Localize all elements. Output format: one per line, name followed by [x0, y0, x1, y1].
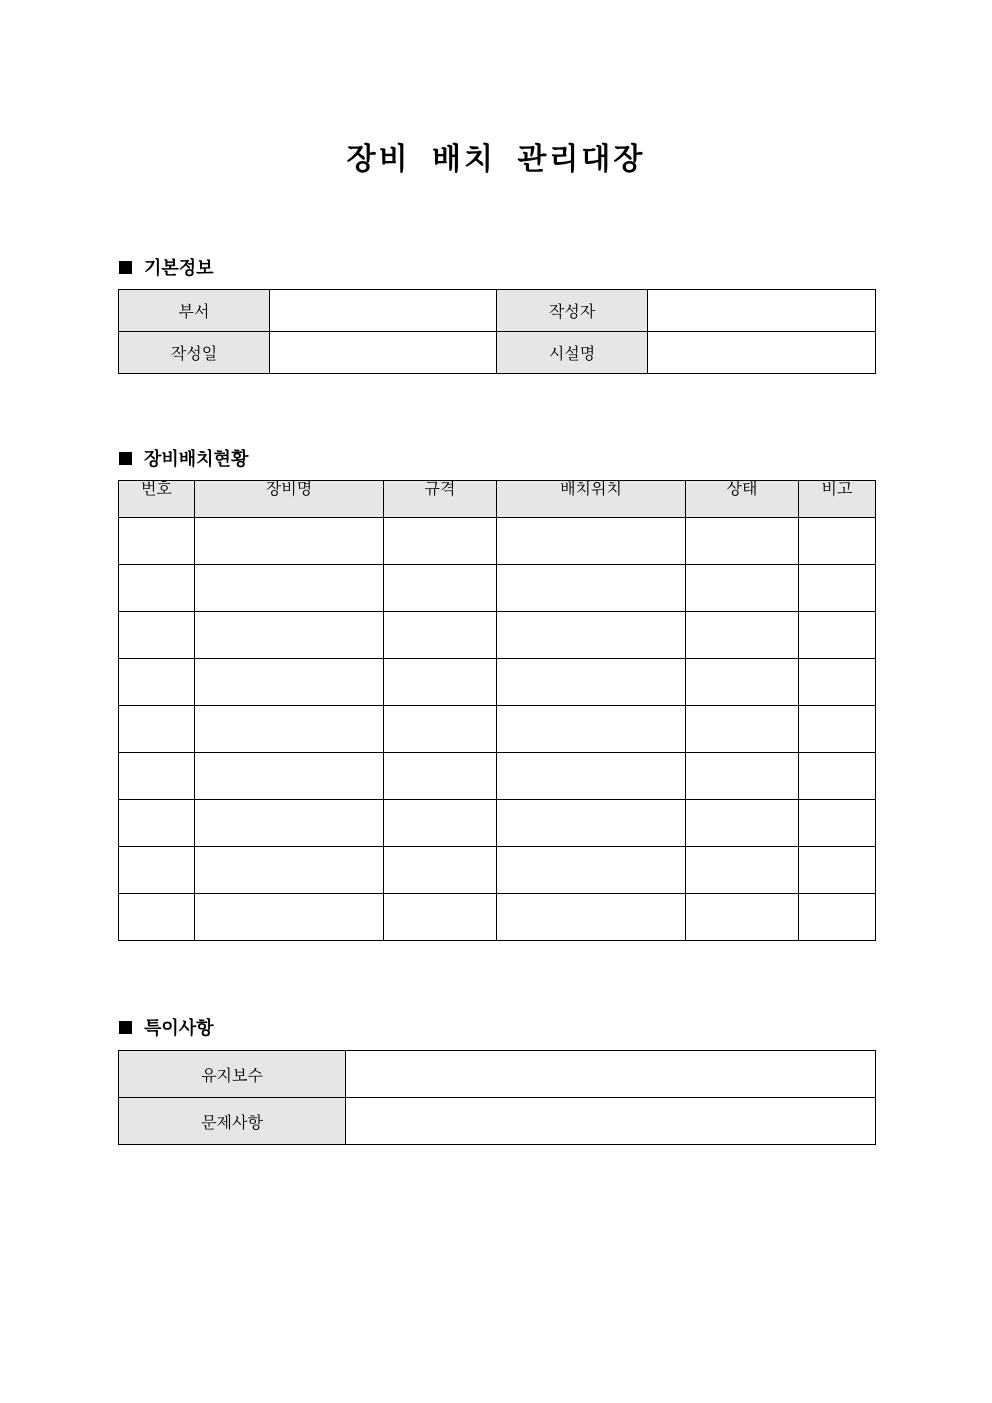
- author-label: 작성자: [497, 290, 648, 332]
- table-row: [119, 332, 876, 374]
- issues-field[interactable]: [346, 1098, 876, 1145]
- table-cell[interactable]: [799, 612, 876, 659]
- table-cell[interactable]: [497, 659, 686, 706]
- table-cell[interactable]: [686, 659, 799, 706]
- table-cell[interactable]: [497, 894, 686, 941]
- table-cell[interactable]: [497, 800, 686, 847]
- issues-label: 문제사항: [119, 1098, 346, 1145]
- table-cell[interactable]: [119, 659, 195, 706]
- table-row: [119, 612, 876, 659]
- column-header-spec: 규격: [384, 481, 497, 518]
- table-cell[interactable]: [497, 847, 686, 894]
- table-cell[interactable]: [384, 847, 497, 894]
- equipment-table: [118, 480, 876, 941]
- remarks-heading: [119, 1014, 214, 1040]
- column-header-status: 상태: [686, 481, 799, 518]
- author-field[interactable]: [648, 290, 876, 332]
- table-cell[interactable]: [384, 565, 497, 612]
- table-cell[interactable]: [799, 847, 876, 894]
- table-cell[interactable]: [497, 612, 686, 659]
- basic-info-heading: [119, 254, 214, 280]
- table-cell[interactable]: [195, 706, 384, 753]
- table-row: [119, 847, 876, 894]
- column-header-equipment-name: 장비명: [195, 481, 384, 518]
- table-cell[interactable]: [195, 753, 384, 800]
- page-title: 장비 배치 관리대장: [346, 142, 646, 177]
- table-cell[interactable]: [686, 518, 799, 565]
- table-cell[interactable]: [119, 753, 195, 800]
- table-cell[interactable]: [497, 753, 686, 800]
- column-header-note: 비고: [799, 481, 876, 518]
- table-cell[interactable]: [195, 565, 384, 612]
- table-cell[interactable]: [686, 894, 799, 941]
- maintenance-label: 유지보수: [119, 1051, 346, 1098]
- table-cell[interactable]: [686, 565, 799, 612]
- table-row: [119, 894, 876, 941]
- table-cell[interactable]: [195, 612, 384, 659]
- table-cell[interactable]: [384, 753, 497, 800]
- table-header-row: [119, 481, 876, 518]
- table-row: [119, 565, 876, 612]
- table-row: [119, 290, 876, 332]
- facility-label: 시설명: [497, 332, 648, 374]
- table-cell[interactable]: [195, 847, 384, 894]
- table-cell[interactable]: [195, 518, 384, 565]
- table-row: [119, 706, 876, 753]
- table-cell[interactable]: [384, 894, 497, 941]
- table-cell[interactable]: [799, 659, 876, 706]
- maintenance-field[interactable]: [346, 1051, 876, 1098]
- table-cell[interactable]: [799, 894, 876, 941]
- table-cell[interactable]: [497, 565, 686, 612]
- table-cell[interactable]: [119, 706, 195, 753]
- date-field[interactable]: [270, 332, 497, 374]
- table-cell[interactable]: [195, 894, 384, 941]
- table-row: [119, 800, 876, 847]
- table-cell[interactable]: [119, 612, 195, 659]
- table-cell[interactable]: [384, 518, 497, 565]
- square-bullet-icon: [119, 452, 132, 465]
- table-cell[interactable]: [799, 518, 876, 565]
- table-cell[interactable]: [384, 612, 497, 659]
- basic-info-heading-text: 기본정보: [144, 258, 214, 279]
- table-row: [119, 659, 876, 706]
- table-cell[interactable]: [195, 800, 384, 847]
- column-header-location: 배치위치: [497, 481, 686, 518]
- table-cell[interactable]: [119, 847, 195, 894]
- table-cell[interactable]: [686, 800, 799, 847]
- table-cell[interactable]: [799, 565, 876, 612]
- square-bullet-icon: [119, 1021, 132, 1034]
- table-cell[interactable]: [119, 565, 195, 612]
- date-label: 작성일: [119, 332, 270, 374]
- table-row: [119, 1051, 876, 1098]
- department-field[interactable]: [270, 290, 497, 332]
- table-cell[interactable]: [686, 706, 799, 753]
- table-row: [119, 518, 876, 565]
- remarks-heading-text: 특이사항: [144, 1018, 214, 1039]
- table-cell[interactable]: [686, 753, 799, 800]
- table-cell[interactable]: [119, 800, 195, 847]
- table-cell[interactable]: [686, 612, 799, 659]
- table-row: [119, 753, 876, 800]
- table-cell[interactable]: [119, 518, 195, 565]
- table-cell[interactable]: [384, 659, 497, 706]
- table-cell[interactable]: [497, 706, 686, 753]
- remarks-table: [118, 1050, 876, 1145]
- table-cell[interactable]: [799, 753, 876, 800]
- table-cell[interactable]: [195, 659, 384, 706]
- column-header-number: 번호: [119, 481, 195, 518]
- table-cell[interactable]: [799, 706, 876, 753]
- table-cell[interactable]: [384, 800, 497, 847]
- table-row: [119, 1098, 876, 1145]
- department-label: 부서: [119, 290, 270, 332]
- table-cell[interactable]: [384, 706, 497, 753]
- facility-field[interactable]: [648, 332, 876, 374]
- equipment-heading-text: 장비배치현황: [144, 449, 249, 470]
- square-bullet-icon: [119, 261, 132, 274]
- basic-info-table: [118, 289, 876, 374]
- equipment-heading: [119, 445, 248, 471]
- table-cell[interactable]: [497, 518, 686, 565]
- table-cell[interactable]: [686, 847, 799, 894]
- table-cell[interactable]: [799, 800, 876, 847]
- table-cell[interactable]: [119, 894, 195, 941]
